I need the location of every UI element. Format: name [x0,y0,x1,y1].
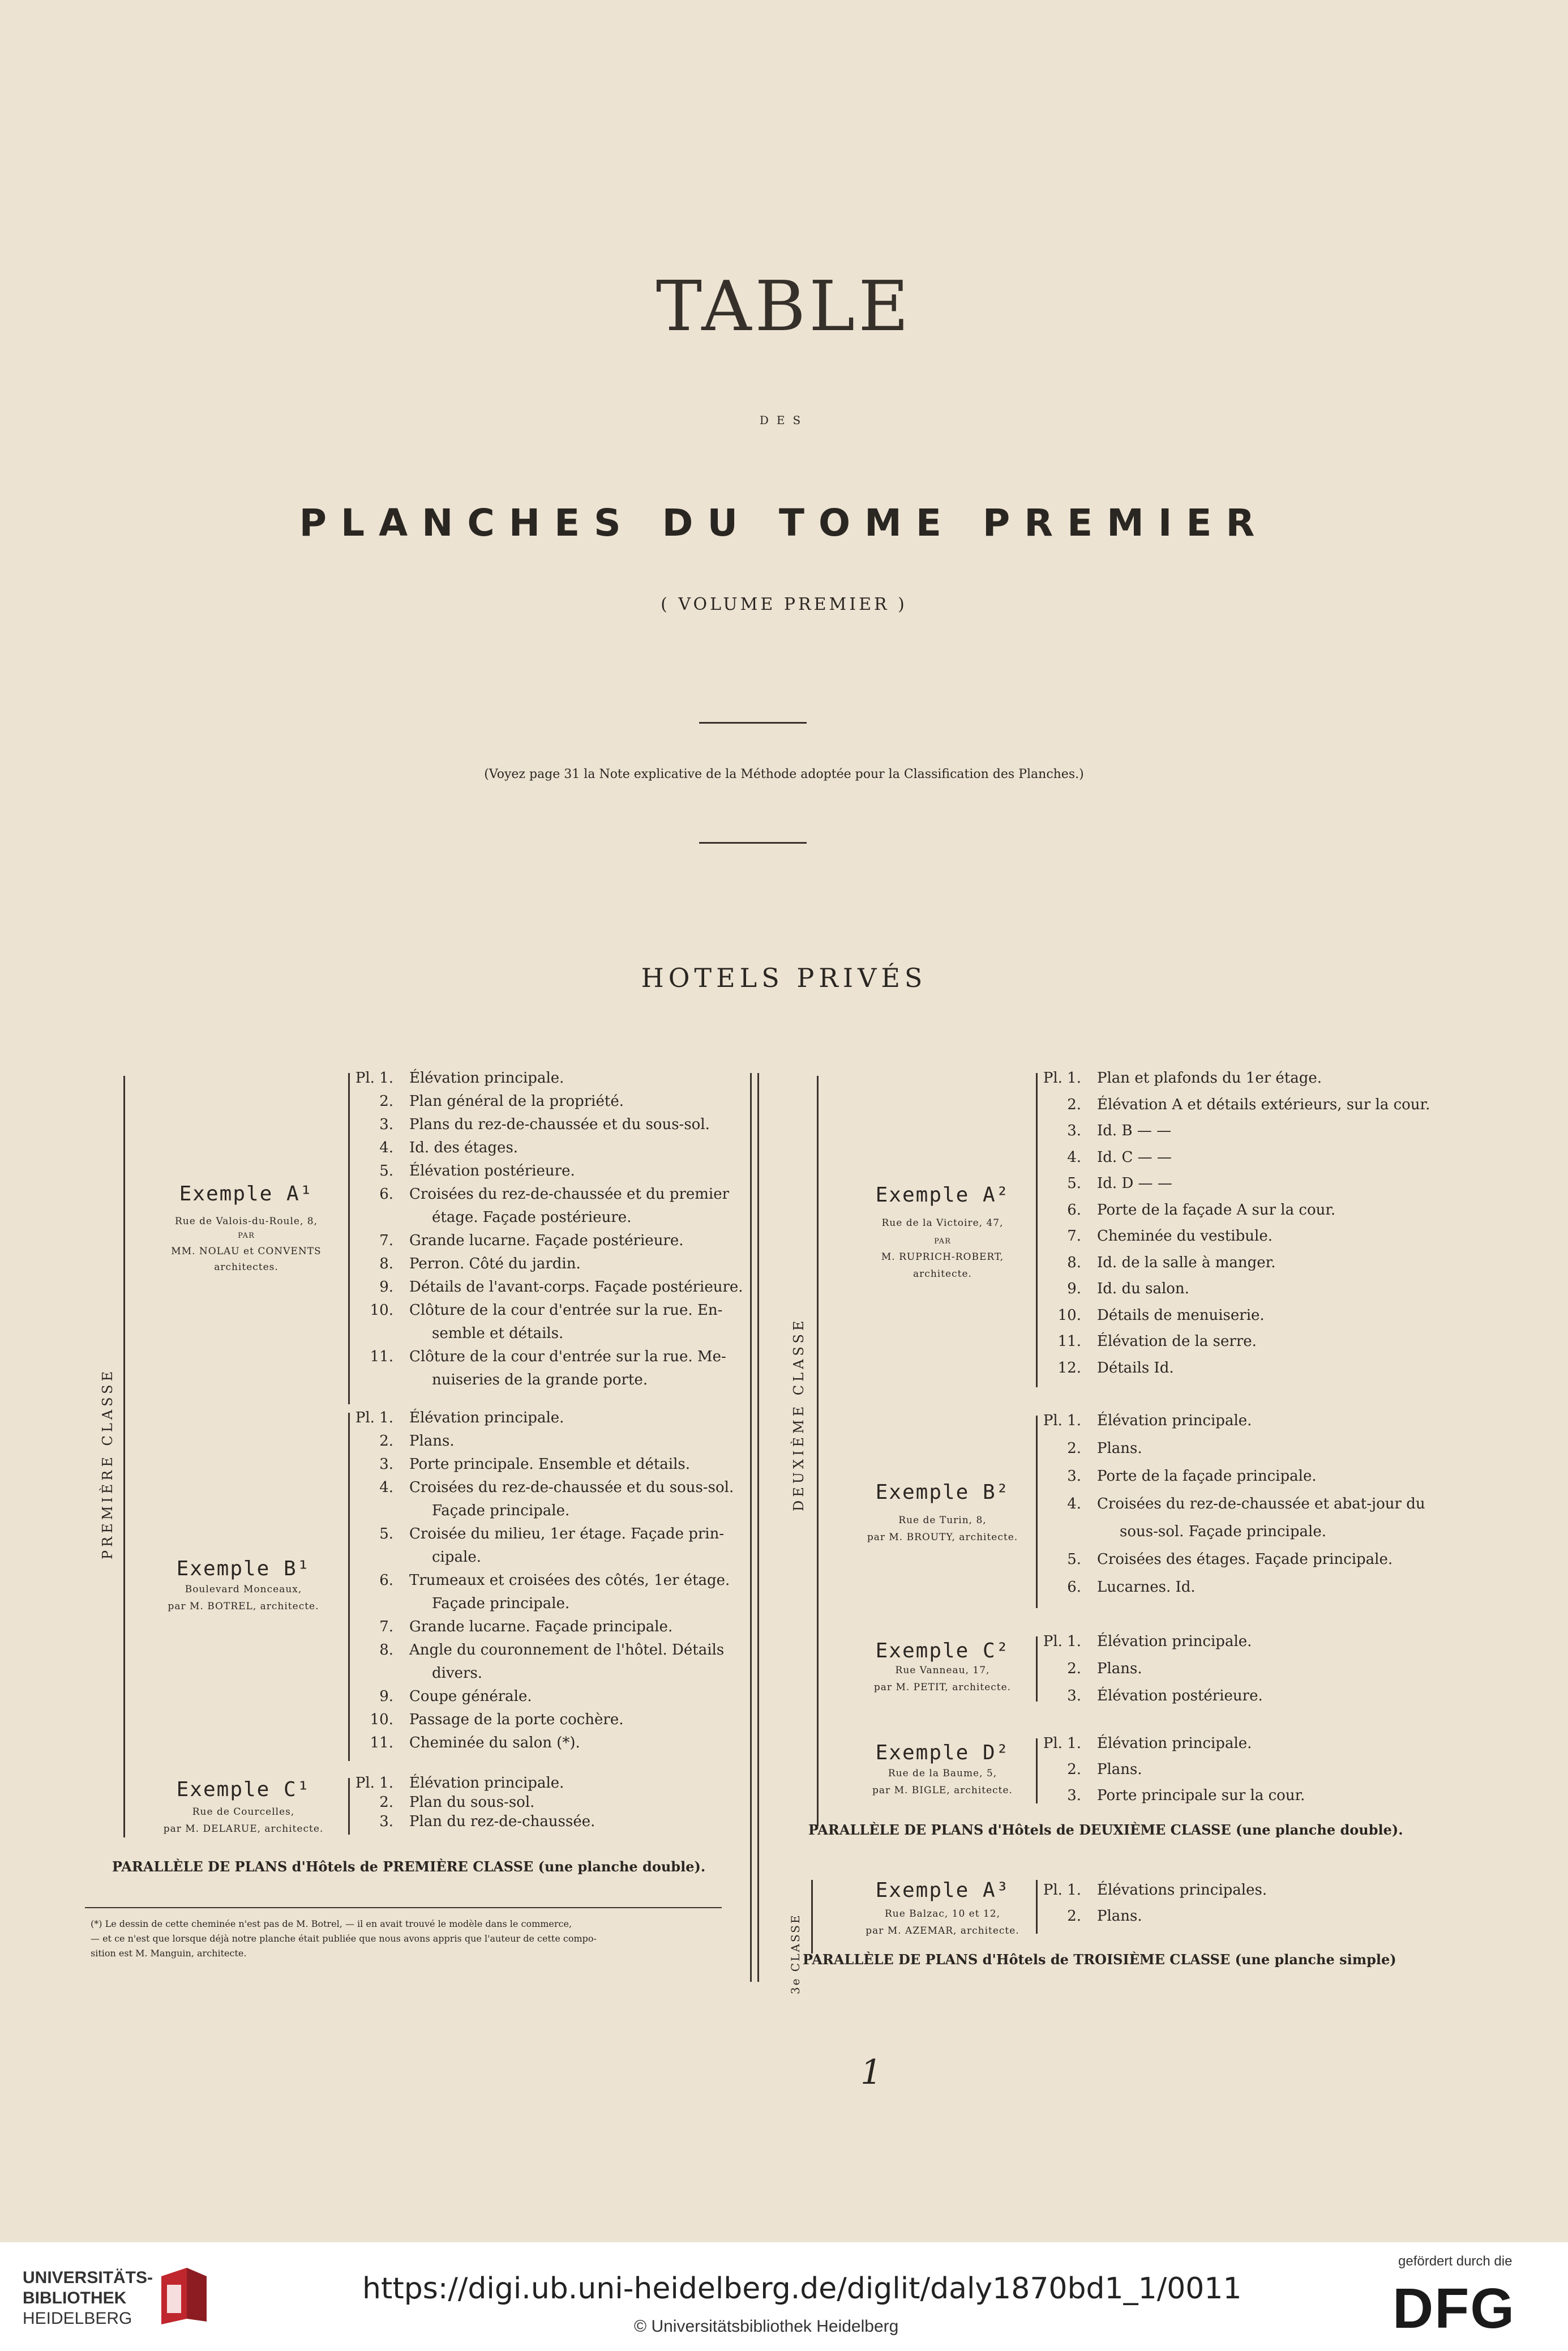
plate-entry [1042,1523,1326,1541]
copyright: © Universitätsbibliothek Heidelberg [634,2317,899,2336]
plate-title: Façade principale. [432,1502,570,1519]
plate-entry [354,1301,722,1319]
plate-title: Élévation de la serre. [1097,1333,1257,1350]
plate-number: 10. [1057,1306,1081,1324]
plate-entry [354,1734,580,1752]
plate-number: 3. [1067,1122,1081,1139]
plate-title: Angle du couronnement de l'hôtel. Détails [409,1642,725,1658]
plate-number: 4. [1067,1148,1081,1166]
plate-entry [354,1664,482,1682]
plate-entry [354,1687,532,1705]
class-brace [123,1076,125,1837]
plate-entry [1042,1495,1425,1513]
plate-title: Id. D — — [1097,1175,1172,1192]
plate-number: 3. [1067,1787,1081,1804]
plate-entry [354,1232,684,1250]
example-brace [1036,1073,1038,1387]
plate-entry [354,1409,564,1427]
example-architect: par M. BOTREL, architecte. [168,1601,319,1612]
example-name: Exemple D² [875,1741,1010,1764]
plate-entry [354,1432,455,1450]
plate-entry [1042,1122,1171,1140]
page-subtitle: PLANCHES DU TOME PREMIER [299,501,1269,545]
plate-title: Élévation postérieure. [1097,1687,1263,1704]
plate-title: Élévation principale. [1097,1412,1252,1429]
example-architect: par M. PETIT, architecte. [873,1682,1012,1693]
par-label: PAR [934,1237,951,1246]
plate-entry [1042,1907,1142,1925]
plate-title: Porte principale sur la cour. [1097,1787,1305,1804]
plate-title: Croisées des étages. Façade principale. [1097,1551,1393,1568]
plate-number: 3. [379,1116,393,1133]
plate-entry [1042,1881,1267,1899]
plate-number: Pl. 1. [355,1409,393,1426]
library-logo-icon [156,2265,212,2327]
funding-label: gefördert durch die [1398,2254,1513,2269]
example-brace [348,1778,350,1835]
example-architect: M. RUPRICH-ROBERT, [881,1251,1004,1263]
plate-entry [1042,1786,1305,1805]
plate-title: Croisées du rez-de-chaussée et du sous-sol. [409,1479,734,1496]
plate-entry [1042,1687,1263,1705]
plate-entry [354,1348,726,1366]
page-title: TABLE [656,266,912,347]
plate-title: Cheminée du salon (*). [409,1734,580,1751]
plate-number: 2. [1067,1096,1081,1113]
plate-number: 3. [1067,1687,1081,1704]
plate-entry [1042,1306,1265,1324]
plate-number: 8. [379,1255,393,1272]
example-brace [1036,1738,1038,1803]
plate-number: Pl. 1. [1043,1070,1081,1087]
plate-number: 12. [1057,1359,1081,1377]
plate-title: Plan du sous-sol. [409,1794,535,1811]
example-name: Exemple B² [875,1481,1010,1504]
plate-title: Plan du rez-de-chaussée. [409,1813,596,1830]
example-address: Rue Balzac, 10 et 12, [884,1908,1001,1920]
class-brace [811,1880,813,1954]
plate-title: Élévation principale. [409,1070,564,1087]
plate-number: 2. [379,1794,393,1811]
plate-title: nuiseries de la grande porte. [432,1371,648,1388]
column-divider [757,1073,759,1982]
example-architect: par M. AZEMAR, architecte. [866,1925,1019,1937]
plate-title: Détails de l'avant-corps. Façade postérieure. [409,1279,743,1296]
column-divider [750,1073,752,1982]
plate-number: 7. [1067,1228,1081,1245]
example-name: Exemple C² [875,1639,1010,1662]
plate-number: 11. [370,1734,393,1751]
plate-number: 8. [379,1642,393,1658]
plate-title: étage. Façade postérieure. [432,1209,632,1226]
plate-title: Trumeaux et croisées des côtés, 1er étage. [409,1572,730,1589]
plate-title: Id. C — — [1097,1148,1172,1166]
plate-entry [1042,1660,1142,1678]
plate-number: 2. [1067,1440,1081,1457]
plate-number: 6. [1067,1579,1081,1596]
example-address: Rue de Courcelles, [192,1806,295,1818]
example-name: Exemple A³ [875,1879,1010,1902]
plate-title: Croisées du rez-de-chaussée et abat-jour du [1097,1495,1425,1512]
example-address: Rue de Turin, 8, [898,1515,987,1526]
plate-number: 5. [379,1525,393,1542]
des-label: DES [759,413,809,427]
plate-title: Façade principale. [432,1595,570,1612]
plate-title: Élévation postérieure. [409,1162,575,1179]
plate-number: 3. [379,1813,393,1830]
example-brace [348,1073,350,1404]
plate-number: Pl. 1. [1043,1412,1081,1429]
plate-title: divers. [432,1665,483,1682]
plate-title: Grande lucarne. Façade postérieure. [409,1232,684,1249]
plate-entry [354,1793,534,1811]
plate-entry [1042,1359,1174,1377]
plate-number: 5. [379,1162,393,1179]
example-address: Rue Vanneau, 17, [895,1665,990,1676]
plate-entry [354,1525,724,1543]
plate-title: Élévation principale. [409,1409,564,1426]
plate-entry [1042,1201,1335,1219]
plate-title: Id. de la salle à manger. [1097,1254,1276,1271]
plate-number: 10. [370,1711,393,1728]
plate-entry [354,1641,724,1659]
plate-title: Plans. [409,1433,455,1450]
section-title: HOTELS PRIVÉS [641,963,927,993]
plate-title: Id. du salon. [1097,1280,1189,1297]
plate-title: Id. des étages. [409,1139,519,1156]
plate-title: Détails Id. [1097,1359,1174,1377]
plate-number: 3. [379,1456,393,1473]
footnote-line: (*) Le dessin de cette cheminée n'est pas de M. Botrel, — il en avait trouvé le modèle dans le commerce, [91,1918,572,1929]
plate-number: 4. [379,1139,393,1156]
footnote-line: — et ce n'est que lorsque déjà notre planche était publiée que nous avons appris que l'auteur de cette compo- [91,1933,597,1944]
footnote-line: sition est M. Manguin, architecte. [91,1948,247,1959]
plate-entry [1042,1760,1142,1779]
plate-entry [354,1711,624,1729]
example-brace [1036,1880,1038,1934]
plate-number: 9. [1067,1280,1081,1297]
plate-title: semble et détails. [432,1325,564,1342]
example-name: Exemple B¹ [176,1557,311,1580]
plate-title: Passage de la porte cochère. [409,1711,624,1728]
plate-title: Cheminée du vestibule. [1097,1228,1273,1245]
plate-entry [354,1069,564,1087]
plate-entry [1042,1227,1273,1245]
plate-number: 6. [379,1572,393,1589]
plate-title: Grande lucarne. Façade principale. [409,1618,673,1635]
plate-entry [354,1455,690,1473]
plate-title: Plans. [1097,1761,1142,1778]
plate-title: Croisée du milieu, 1er étage. Façade prin- [409,1525,725,1542]
plate-entry [354,1571,730,1589]
example-architect: par M. BIGLE, architecte. [872,1785,1013,1796]
example-role: architecte. [913,1268,972,1280]
plate-number: 7. [379,1232,393,1249]
plate-title: Porte de la façade principale. [1097,1468,1317,1485]
example-brace [1036,1636,1038,1702]
plate-number: 6. [1067,1201,1081,1219]
plate-title: sous-sol. Façade principale. [1120,1523,1326,1540]
plate-number: Pl. 1. [355,1775,393,1792]
plate-entry [354,1278,743,1296]
plate-entry [1042,1332,1257,1350]
plate-number: 2. [379,1093,393,1110]
plate-title: Coupe générale. [409,1688,532,1705]
plate-number: 6. [379,1186,393,1203]
plate-entry [1042,1439,1142,1457]
example-role: architectes. [214,1262,279,1273]
plate-title: Détails de menuiserie. [1097,1306,1265,1324]
example-address: Rue de Valois-du-Roule, 8, [174,1216,318,1227]
example-address: Rue de la Baume, 5, [888,1768,997,1779]
plate-entry [354,1774,564,1792]
example-address: Rue de la Victoire, 47, [881,1217,1004,1229]
plate-number: 4. [1067,1495,1081,1512]
plate-title: Élévations principales. [1097,1882,1267,1899]
plate-title: cipale. [432,1549,481,1566]
plate-number: 4. [379,1479,393,1496]
plate-title: Lucarnes. Id. [1097,1579,1196,1596]
plate-number: 11. [370,1348,393,1365]
example-address: Boulevard Monceaux, [185,1584,302,1595]
plate-number: 10. [370,1302,393,1319]
method-note: (Voyez page 31 la Note explicative de la Méthode adoptée pour la Classification des Planches.) [484,767,1084,781]
plate-title: Plans. [1097,1660,1142,1677]
plate-title: Élévation A et détails extérieurs, sur la cour. [1097,1096,1430,1113]
plate-entry [354,1371,648,1389]
plate-entry [354,1502,569,1520]
plate-number: 2. [1067,1908,1081,1925]
example-architect: par M. BROUTY, architecte. [867,1532,1018,1543]
example-brace [348,1413,350,1761]
plate-entry [1042,1578,1196,1596]
plate-number: 2. [379,1433,393,1450]
plate-title: Perron. Côté du jardin. [409,1255,581,1272]
par-label: PAR [238,1232,255,1240]
plate-number: 7. [379,1618,393,1635]
library-footer [0,2242,1568,2351]
plate-entry [354,1478,734,1497]
plate-entry [1042,1280,1189,1298]
library-name-line: UNIVERSITÄTS- [23,2268,153,2287]
plate-entry [1042,1467,1317,1485]
plate-title: Porte de la façade A sur la cour. [1097,1201,1336,1219]
plate-title: Plan général de la propriété. [409,1093,624,1110]
plate-entry [354,1618,672,1636]
plate-number: 5. [1067,1175,1081,1192]
plate-number: 2. [1067,1660,1081,1677]
plate-title: Plans du rez-de-chaussée et du sous-sol. [409,1116,710,1133]
divider [699,842,807,844]
plate-number: 2. [1067,1761,1081,1778]
plate-entry [354,1255,581,1273]
example-architect: MM. NOLAU et CONVENTS [171,1246,322,1257]
plate-title: Plans. [1097,1440,1142,1457]
plate-number: Pl. 1. [355,1070,393,1087]
plate-number: Pl. 1. [1043,1735,1081,1752]
plate-entry [354,1139,518,1157]
example-brace [1036,1416,1038,1608]
plate-number: 8. [1067,1254,1081,1271]
plate-entry [1042,1254,1275,1272]
plate-entry [354,1162,575,1180]
example-name: Exemple C¹ [176,1778,311,1801]
library-name-line: BIBLIOTHEK [23,2289,127,2307]
plate-entry [354,1595,569,1613]
plate-entry [354,1092,624,1110]
plate-entry [354,1813,595,1831]
plate-title: Plan et plafonds du 1er étage. [1097,1070,1322,1087]
plate-entry [354,1548,481,1566]
example-name: Exemple A² [875,1183,1010,1207]
library-name-line: HEIDELBERG [23,2309,132,2328]
parallel-troisieme: PARALLÈLE DE PLANS d'Hôtels de TROISIÈME CLASSE (une planche simple) [803,1951,1396,1968]
class-label-premiere: PREMIÈRE CLASSE [100,1367,115,1559]
library-name [23,2268,153,2329]
class-brace [817,1076,819,1826]
permalink[interactable]: https://digi.ub.uni-heidelberg.de/diglit/daly1870bd1_1/0011 [362,2272,1242,2306]
example-name: Exemple A¹ [179,1182,314,1206]
plate-title: Clôture de la cour d'entrée sur la rue. En- [409,1302,723,1319]
plate-entry [1042,1632,1252,1651]
plate-title: Clôture de la cour d'entrée sur la rue. Me- [409,1348,726,1365]
plate-number: Pl. 1. [1043,1633,1081,1650]
class-label-deuxieme: DEUXIÈME CLASSE [791,1317,807,1511]
example-architect: par M. DELARUE, architecte. [163,1823,324,1835]
plate-entry [354,1208,631,1226]
plate-entry [1042,1069,1322,1087]
divider [699,722,807,724]
plate-number: 11. [1057,1333,1081,1350]
plate-title: Élévation principale. [1097,1633,1252,1650]
plate-entry [354,1324,563,1343]
plate-number: 3. [1067,1468,1081,1485]
class-label-troisieme: 3e CLASSE [789,1913,802,1994]
plate-number: 9. [379,1279,393,1296]
plate-entry [1042,1412,1252,1430]
plate-entry [1042,1096,1430,1114]
plate-title: Élévation principale. [1097,1735,1252,1752]
plate-number: 9. [379,1688,393,1705]
parallel-premiere: PARALLÈLE DE PLANS d'Hôtels de PREMIÈRE CLASSE (une planche double). [112,1858,706,1875]
page-mark: 1 [860,2053,882,2092]
plate-title: Id. B — — [1097,1122,1172,1139]
plate-entry [1042,1550,1393,1568]
plate-entry [1042,1148,1172,1166]
dfg-logo: DFG [1393,2277,1516,2340]
plate-entry [1042,1734,1252,1752]
plate-title: Élévation principale. [409,1775,564,1792]
footnote-rule [85,1907,722,1908]
plate-entry [354,1115,710,1134]
plate-entry [1042,1174,1172,1192]
parallel-deuxieme: PARALLÈLE DE PLANS d'Hôtels de DEUXIÈME CLASSE (une planche double). [808,1822,1403,1838]
plate-title: Croisées du rez-de-chaussée et du premier [409,1186,730,1203]
plate-title: Porte principale. Ensemble et détails. [409,1456,691,1473]
plate-number: 5. [1067,1551,1081,1568]
plate-entry [354,1185,729,1203]
plate-number: Pl. 1. [1043,1882,1081,1899]
plate-title: Plans. [1097,1908,1142,1925]
volume-label: ( VOLUME PREMIER ) [661,595,907,614]
